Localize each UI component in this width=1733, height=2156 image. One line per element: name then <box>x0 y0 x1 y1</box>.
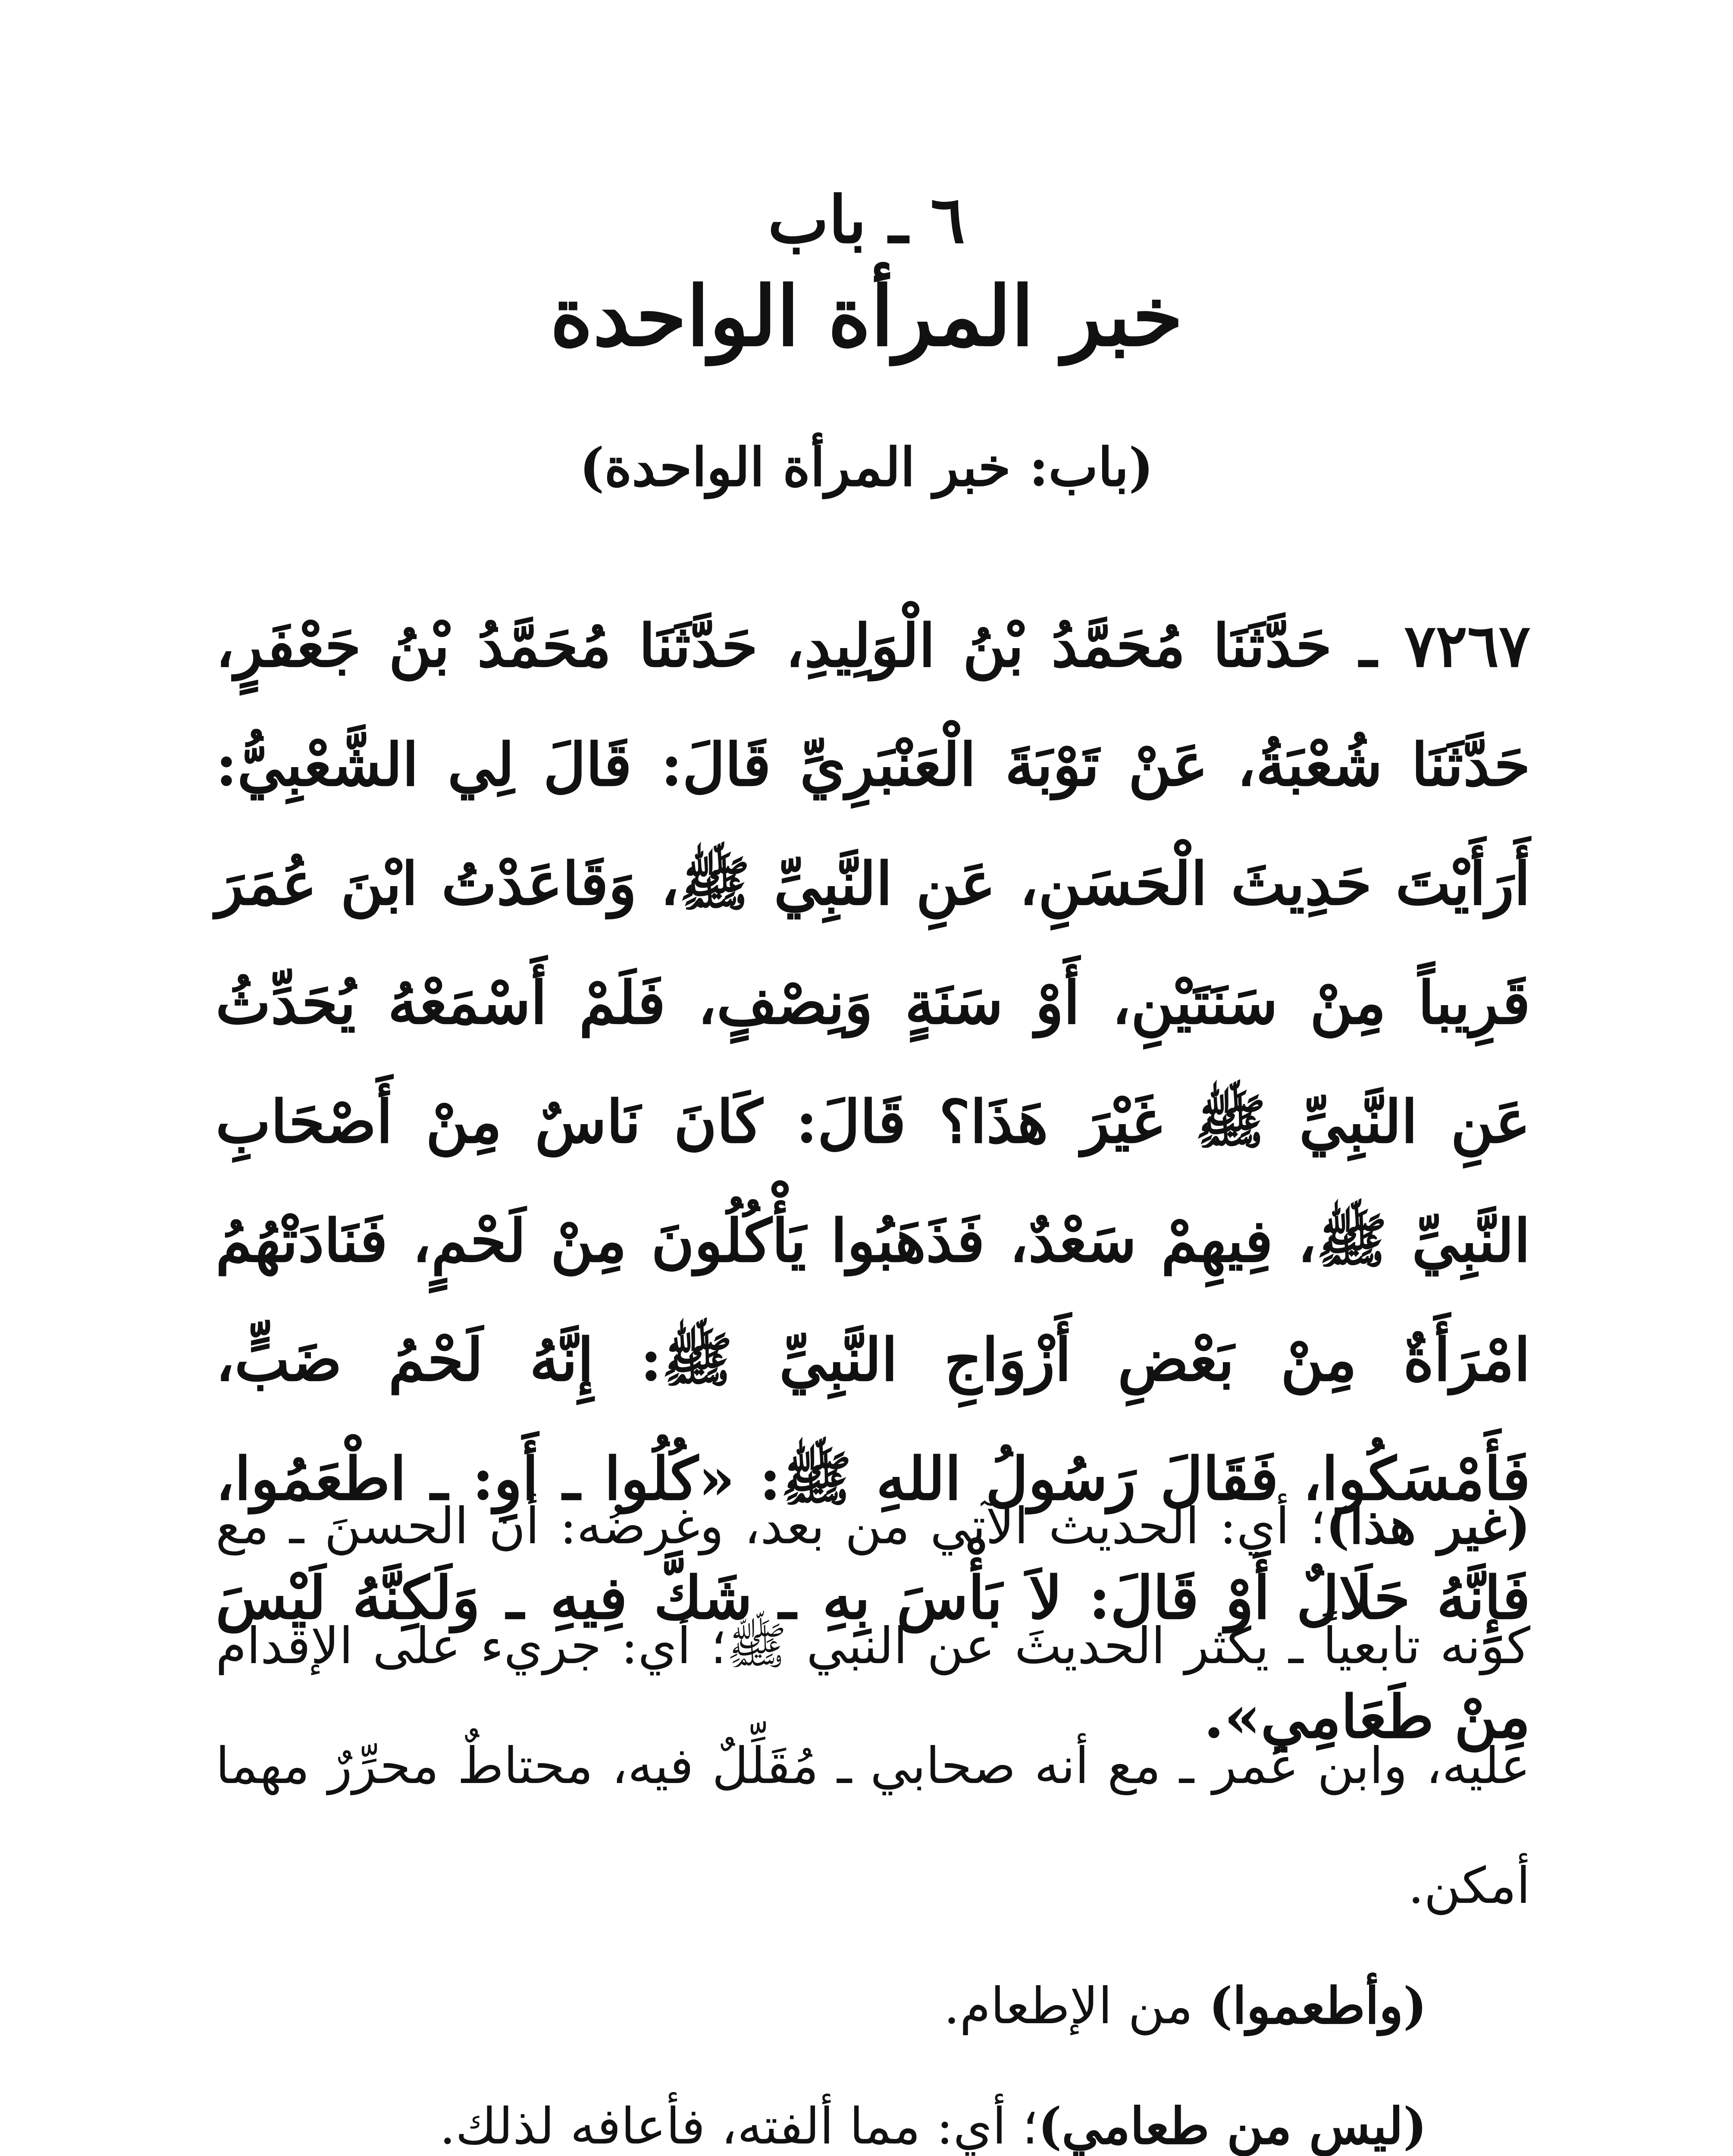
chapter-title: خبر المرأة الواحدة <box>550 268 1183 364</box>
commentary-paragraph <box>216 1466 1530 1946</box>
commentary-term: (ليس من طعامي) <box>1038 2097 1427 2156</box>
commentary <box>216 1466 1530 2156</box>
commentary-explanation: ؛ أي: مما ألفته، فأعافه لذلك. <box>439 2097 1038 2156</box>
commentary-paragraph <box>216 1946 1530 2066</box>
commentary-paragraph <box>216 2066 1530 2156</box>
chapter-sub-heading: (باب: خبر المرأة الواحدة) <box>579 436 1154 498</box>
commentary-term: (وأطعموا) <box>1209 1977 1427 2035</box>
chapter-label: ٦ ـ باب <box>768 182 965 258</box>
commentary-term: (غير هذا) <box>1326 1497 1530 1555</box>
commentary-explanation: ؛ أي: الحديث الآتي من بعد، وغرضُه: أن الحسنَ ـ مع كونه تابعياً ـ يكثر الحديثَ عن النبي ﷺ؛ أي: جريء على الإقدام عليه، وابن عُمر ـ مع أنه صحابي ـ مُقَلِّلٌ فيه، محتاطٌ محرِّرٌ مهما أمكن. <box>216 1497 1530 1915</box>
commentary-explanation: من الإطعام. <box>943 1977 1209 2035</box>
hadith-text: ٧٢٦٧ ـ حَدَّثَنَا مُحَمَّدُ بْنُ الْوَلِيدِ، حَدَّثَنَا مُحَمَّدُ بْنُ جَعْفَرٍ، حَدَّثَنَا شُعْبَةُ، عَنْ تَوْبَةَ الْعَنْبَرِيِّ قَالَ: قَالَ لِي الشَّعْبِيُّ: أَرَأَيْتَ حَدِيثَ الْحَسَنِ، عَنِ النَّبِيِّ ﷺ، وَقَاعَدْتُ ابْنَ عُمَرَ قَرِيباً مِنْ سَنَتَيْنِ، أَوْ سَنَةٍ وَنِصْفٍ، فَلَمْ أَسْمَعْهُ يُحَدِّثُ عَنِ النَّبِيِّ ﷺ غَيْرَ هَذَا؟ قَالَ: كَانَ نَاسٌ مِنْ أَصْحَابِ النَّبِيِّ ﷺ، فِيهِمْ سَعْدٌ، فَذَهَبُوا يَأْكُلُونَ مِنْ لَحْمٍ، فَنَادَتْهُمُ امْرَأَةٌ مِنْ بَعْضِ أَزْوَاجِ النَّبِيِّ ﷺ: إِنَّهُ لَحْمُ ضَبٍّ، فَأَمْسَكُوا، فَقَالَ رَسُولُ اللهِ ﷺ: «كُلُوا ـ أَوِ: ـ اطْعَمُوا، فَإِنَّهُ حَلَالٌ أَوْ قَالَ: لاَ بَأْسَ بِهِ ـ شَكَّ فِيهِ ـ وَلَكِنَّهُ لَيْسَ مِنْ طَعَامِي». <box>216 611 1530 1752</box>
